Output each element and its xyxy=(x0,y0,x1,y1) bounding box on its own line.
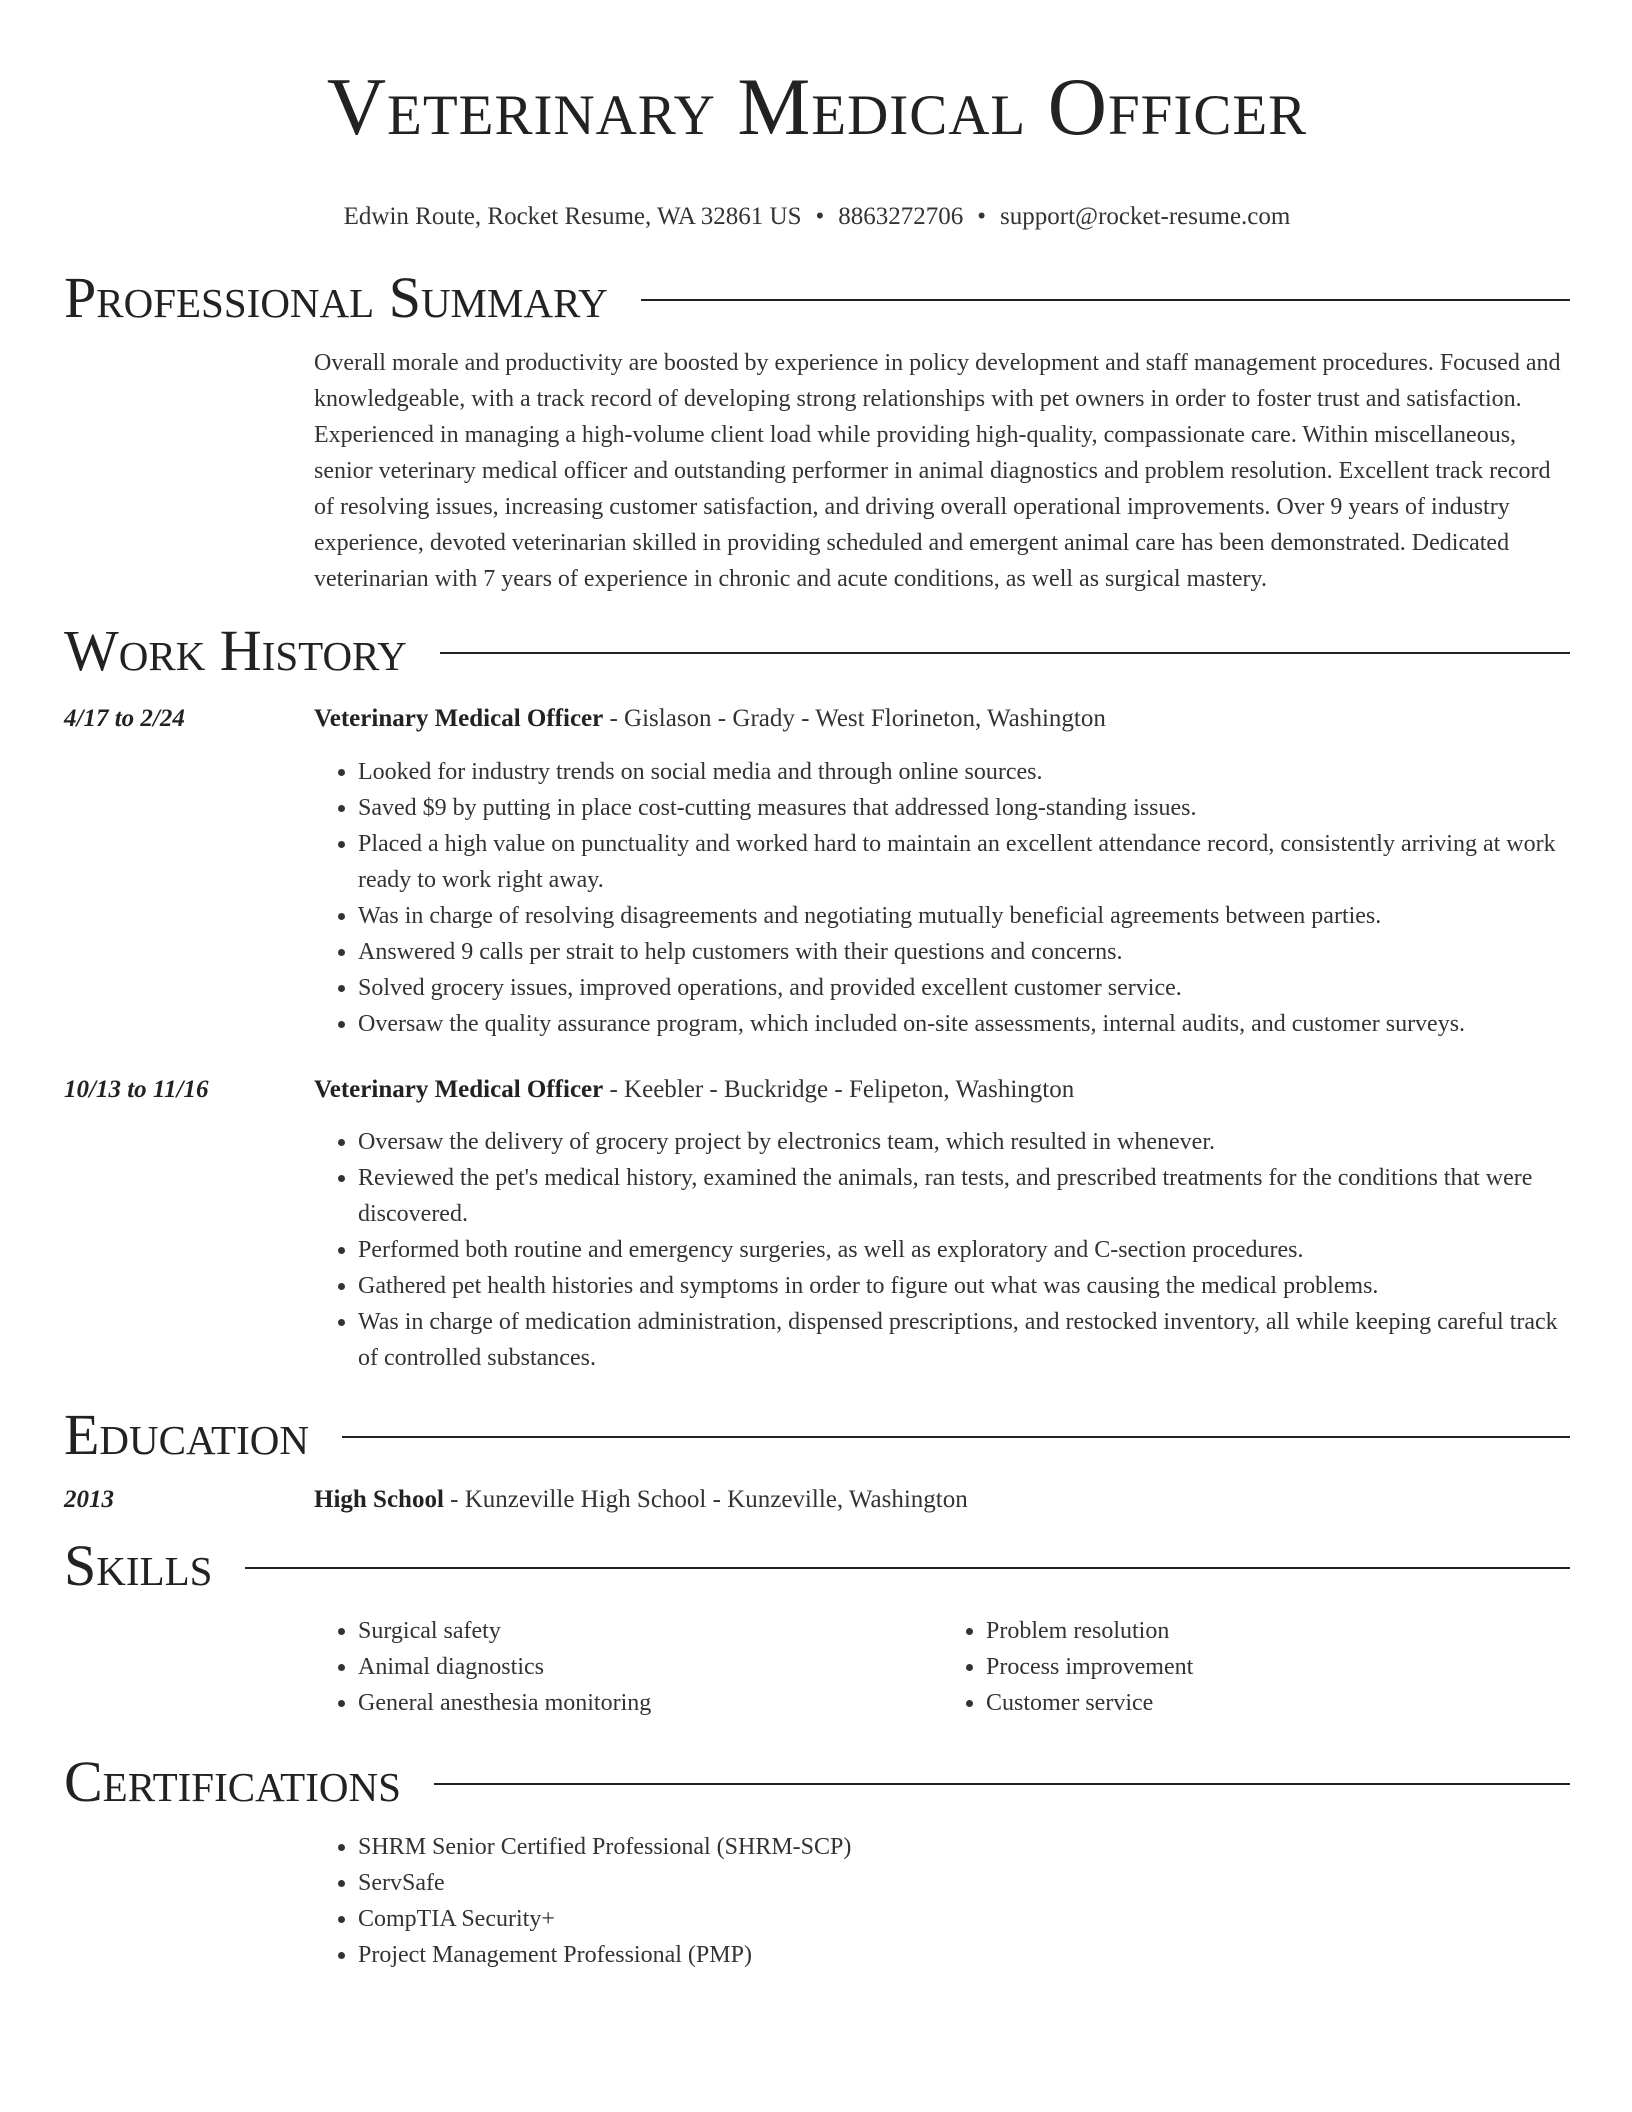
list-item: • Solved grocery issues, improved operations, and provided excellent customer service. xyxy=(358,970,1570,1006)
list-item: • Oversaw the delivery of grocery project by electronics team, which resulted in whenever. xyxy=(358,1124,1570,1160)
job-company-location: - Keebler - Buckridge - Felipeton, Washington xyxy=(603,1076,1075,1103)
section-title-certifications: Certifications xyxy=(64,1749,401,1814)
job-duties xyxy=(314,754,1570,1042)
job-title: Veterinary Medical Officer xyxy=(314,705,604,732)
summary-paragraph: Overall morale and productivity are boosted by experience in policy development and staff management procedures. Focused and knowledgeable, with a track record of developing strong relationships with pet owners in order to foster trust and satisfaction. Experienced in managing a high-volume client load while providing high-quality, compassionate care. Within miscellaneous, senior veterinary medical officer and outstanding performer in animal diagnostics and problem resolution. Excellent track record of resolving issues, increasing customer satisfaction, and driving overall operational improvements. Over 9 years of industry experience, devoted veterinarian skilled in providing scheduled and emergent animal care has been demonstrated. Dedicated veterinarian with 7 years of experience in chronic and acute conditions, as well as surgical mastery. xyxy=(314,350,1561,592)
job-company-location: - Gislason - Grady - West Florineton, Washington xyxy=(603,705,1106,732)
job-heading xyxy=(314,1072,1570,1108)
skill-item: • Animal diagnostics xyxy=(358,1649,942,1685)
certifications-block xyxy=(314,1829,1570,1973)
contact-separator: • xyxy=(977,203,987,230)
contact-email: support@rocket-resume.com xyxy=(1000,203,1291,230)
list-item: • Was in charge of resolving disagreements and negotiating mutually beneficial agreements between parties. xyxy=(358,898,1570,934)
certifications-list xyxy=(314,1829,1570,1973)
job-content xyxy=(314,701,1570,1042)
list-item: • Gathered pet health histories and symptoms in order to figure out what was causing the medical problems. xyxy=(358,1268,1570,1304)
list-item: • Looked for industry trends on social media and through online sources. xyxy=(358,754,1570,790)
section-divider xyxy=(434,1783,1570,1785)
contact-phone: 8863272706 xyxy=(838,203,964,230)
section-header-skills xyxy=(64,1535,1570,1597)
section-divider xyxy=(245,1567,1570,1569)
contact-separator: • xyxy=(815,203,825,230)
list-item: • Performed both routine and emergency surgeries, as well as exploratory and C-section procedures. xyxy=(358,1232,1570,1268)
resume-name: Veterinary Medical Officer xyxy=(326,61,1308,152)
job-dates: 4/17 to 2/24 xyxy=(64,705,185,732)
job-dates: 10/13 to 11/16 xyxy=(64,1076,209,1103)
section-divider xyxy=(641,299,1570,301)
job-title: Veterinary Medical Officer xyxy=(314,1076,604,1103)
skill-item: • Process improvement xyxy=(986,1649,1570,1685)
contact-line xyxy=(64,202,1570,232)
section-title-work: Work History xyxy=(64,618,407,683)
skills-list-right xyxy=(942,1613,1570,1721)
education-heading xyxy=(314,1482,1570,1518)
job-content xyxy=(314,1072,1570,1376)
list-item: • Answered 9 calls per strait to help customers with their questions and concerns. xyxy=(358,934,1570,970)
list-item: • Placed a high value on punctuality and worked hard to maintain an excellent attendance record, consistently arriving at work ready to work right away. xyxy=(358,826,1570,898)
resume-page xyxy=(64,0,1570,1973)
skills-list-left xyxy=(314,1613,942,1721)
section-title-skills: Skills xyxy=(64,1533,213,1598)
section-header-education xyxy=(64,1404,1570,1466)
section-title-education: Education xyxy=(64,1402,309,1467)
skill-item: • Surgical safety xyxy=(358,1613,942,1649)
contact-address: Edwin Route, Rocket Resume, WA 32861 US xyxy=(343,203,802,230)
education-entry xyxy=(64,1482,1570,1518)
list-item: • Oversaw the quality assurance program, which included on-site assessments, internal audits, and customer surveys. xyxy=(358,1006,1570,1042)
education-year: 2013 xyxy=(64,1486,114,1513)
certification-item: • ServSafe xyxy=(358,1865,1570,1901)
job-duties xyxy=(314,1124,1570,1376)
section-title-summary: Professional Summary xyxy=(64,265,608,330)
skills-grid xyxy=(314,1613,1570,1721)
section-header-summary xyxy=(64,267,1570,329)
education-school-location: - Kunzeville High School - Kunzeville, Washington xyxy=(443,1486,968,1513)
education-content xyxy=(314,1482,1570,1518)
skill-item: • Problem resolution xyxy=(986,1613,1570,1649)
skill-item: • General anesthesia monitoring xyxy=(358,1685,942,1721)
section-divider xyxy=(342,1436,1570,1438)
education-degree: High School xyxy=(314,1486,444,1513)
certification-item: • Project Management Professional (PMP) xyxy=(358,1937,1570,1973)
list-item: • Reviewed the pet's medical history, examined the animals, ran tests, and prescribed treatments for the conditions that were discovered. xyxy=(358,1160,1570,1232)
section-header-work xyxy=(64,620,1570,682)
skill-item: • Customer service xyxy=(986,1685,1570,1721)
job-entry xyxy=(64,701,1570,1042)
section-divider xyxy=(440,652,1570,654)
certification-item: • CompTIA Security+ xyxy=(358,1901,1570,1937)
list-item: • Was in charge of medication administration, dispensed prescriptions, and restocked inventory, all while keeping careful track of controlled substances. xyxy=(358,1304,1570,1376)
job-heading xyxy=(314,701,1570,737)
certification-item: • SHRM Senior Certified Professional (SHRM-SCP) xyxy=(358,1829,1570,1865)
section-header-certifications xyxy=(64,1751,1570,1813)
job-entry xyxy=(64,1072,1570,1376)
list-item: • Saved $9 by putting in place cost-cutting measures that addressed long-standing issues. xyxy=(358,790,1570,826)
